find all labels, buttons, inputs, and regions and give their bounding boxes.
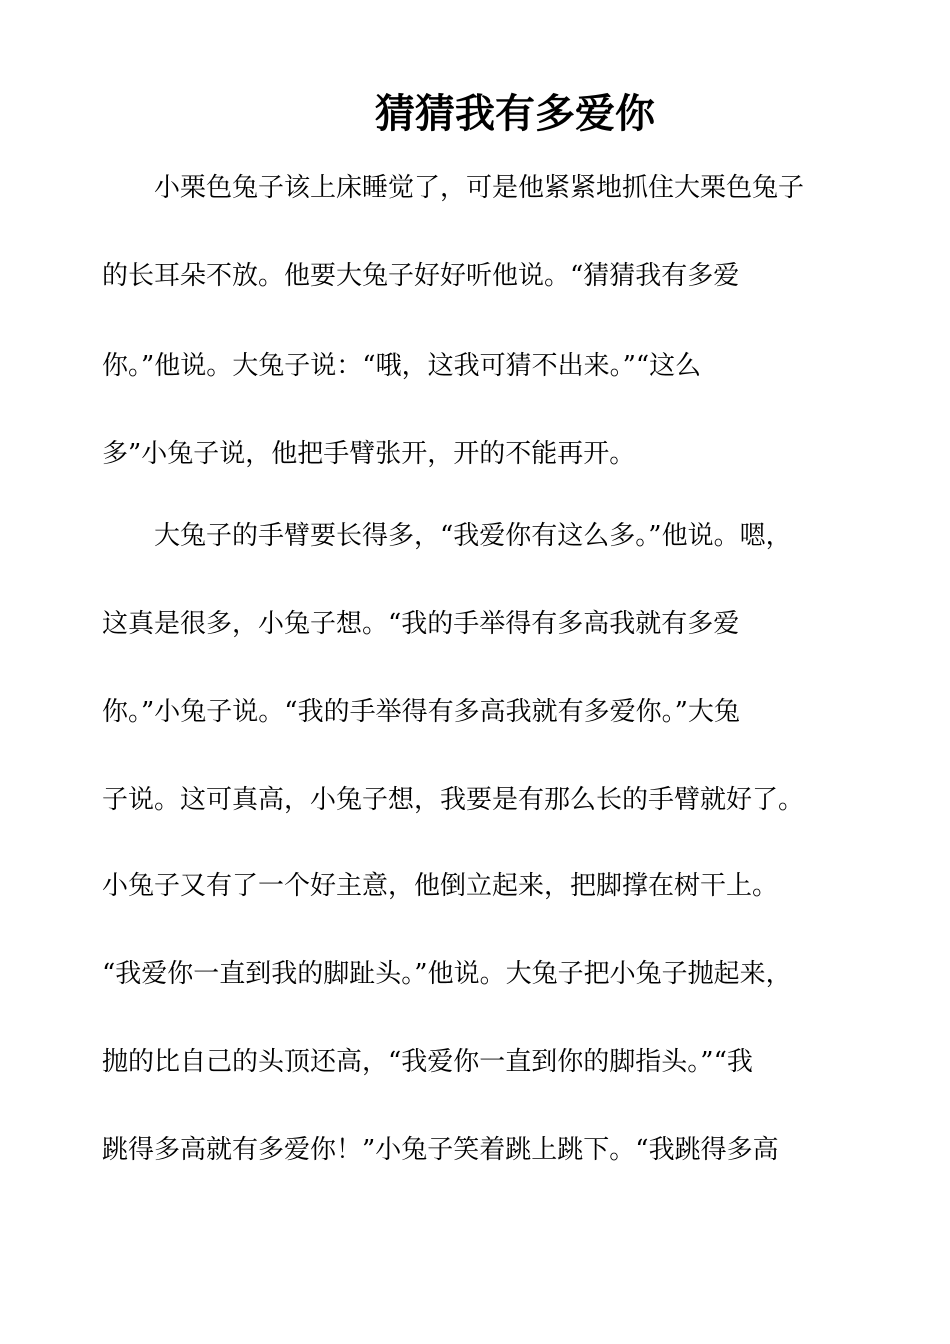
text-line: 这真是很多，小兔子想。“我的手举得有多高我就有多爱	[102, 609, 740, 639]
text-line: 抛的比自己的头顶还高，“我爱你一直到你的脚指头。”“我	[102, 1047, 753, 1077]
text-line: “我爱你一直到我的脚趾头。”他说。大兔子把小兔子抛起来，	[102, 959, 792, 989]
text-line: 跳得多高就有多爱你！”小兔子笑着跳上跳下。“我跳得多高	[102, 1135, 779, 1165]
document-title: 猜猜我有多爱你	[375, 90, 655, 137]
text-line: 的长耳朵不放。他要大兔子好好听他说。“猜猜我有多爱	[102, 261, 740, 291]
text-line: 多”小兔子说，他把手臂张开，开的不能再开。	[102, 439, 636, 469]
text-line: 你。”他说。大兔子说：“哦，这我可猜不出来。”“这么	[102, 351, 702, 381]
text-line: 小栗色兔子该上床睡觉了，可是他紧紧地抓住大栗色兔子	[154, 173, 805, 203]
text-line: 你。”小兔子说。“我的手举得有多高我就有多爱你。”大兔	[102, 697, 740, 727]
text-line: 子说。这可真高，小兔子想，我要是有那么长的手臂就好了。	[102, 785, 805, 815]
text-line: 大兔子的手臂要长得多，“我爱你有这么多。”他说。嗯，	[154, 521, 792, 551]
text-line: 小兔子又有了一个好主意，他倒立起来，把脚撑在树干上。	[102, 871, 779, 901]
